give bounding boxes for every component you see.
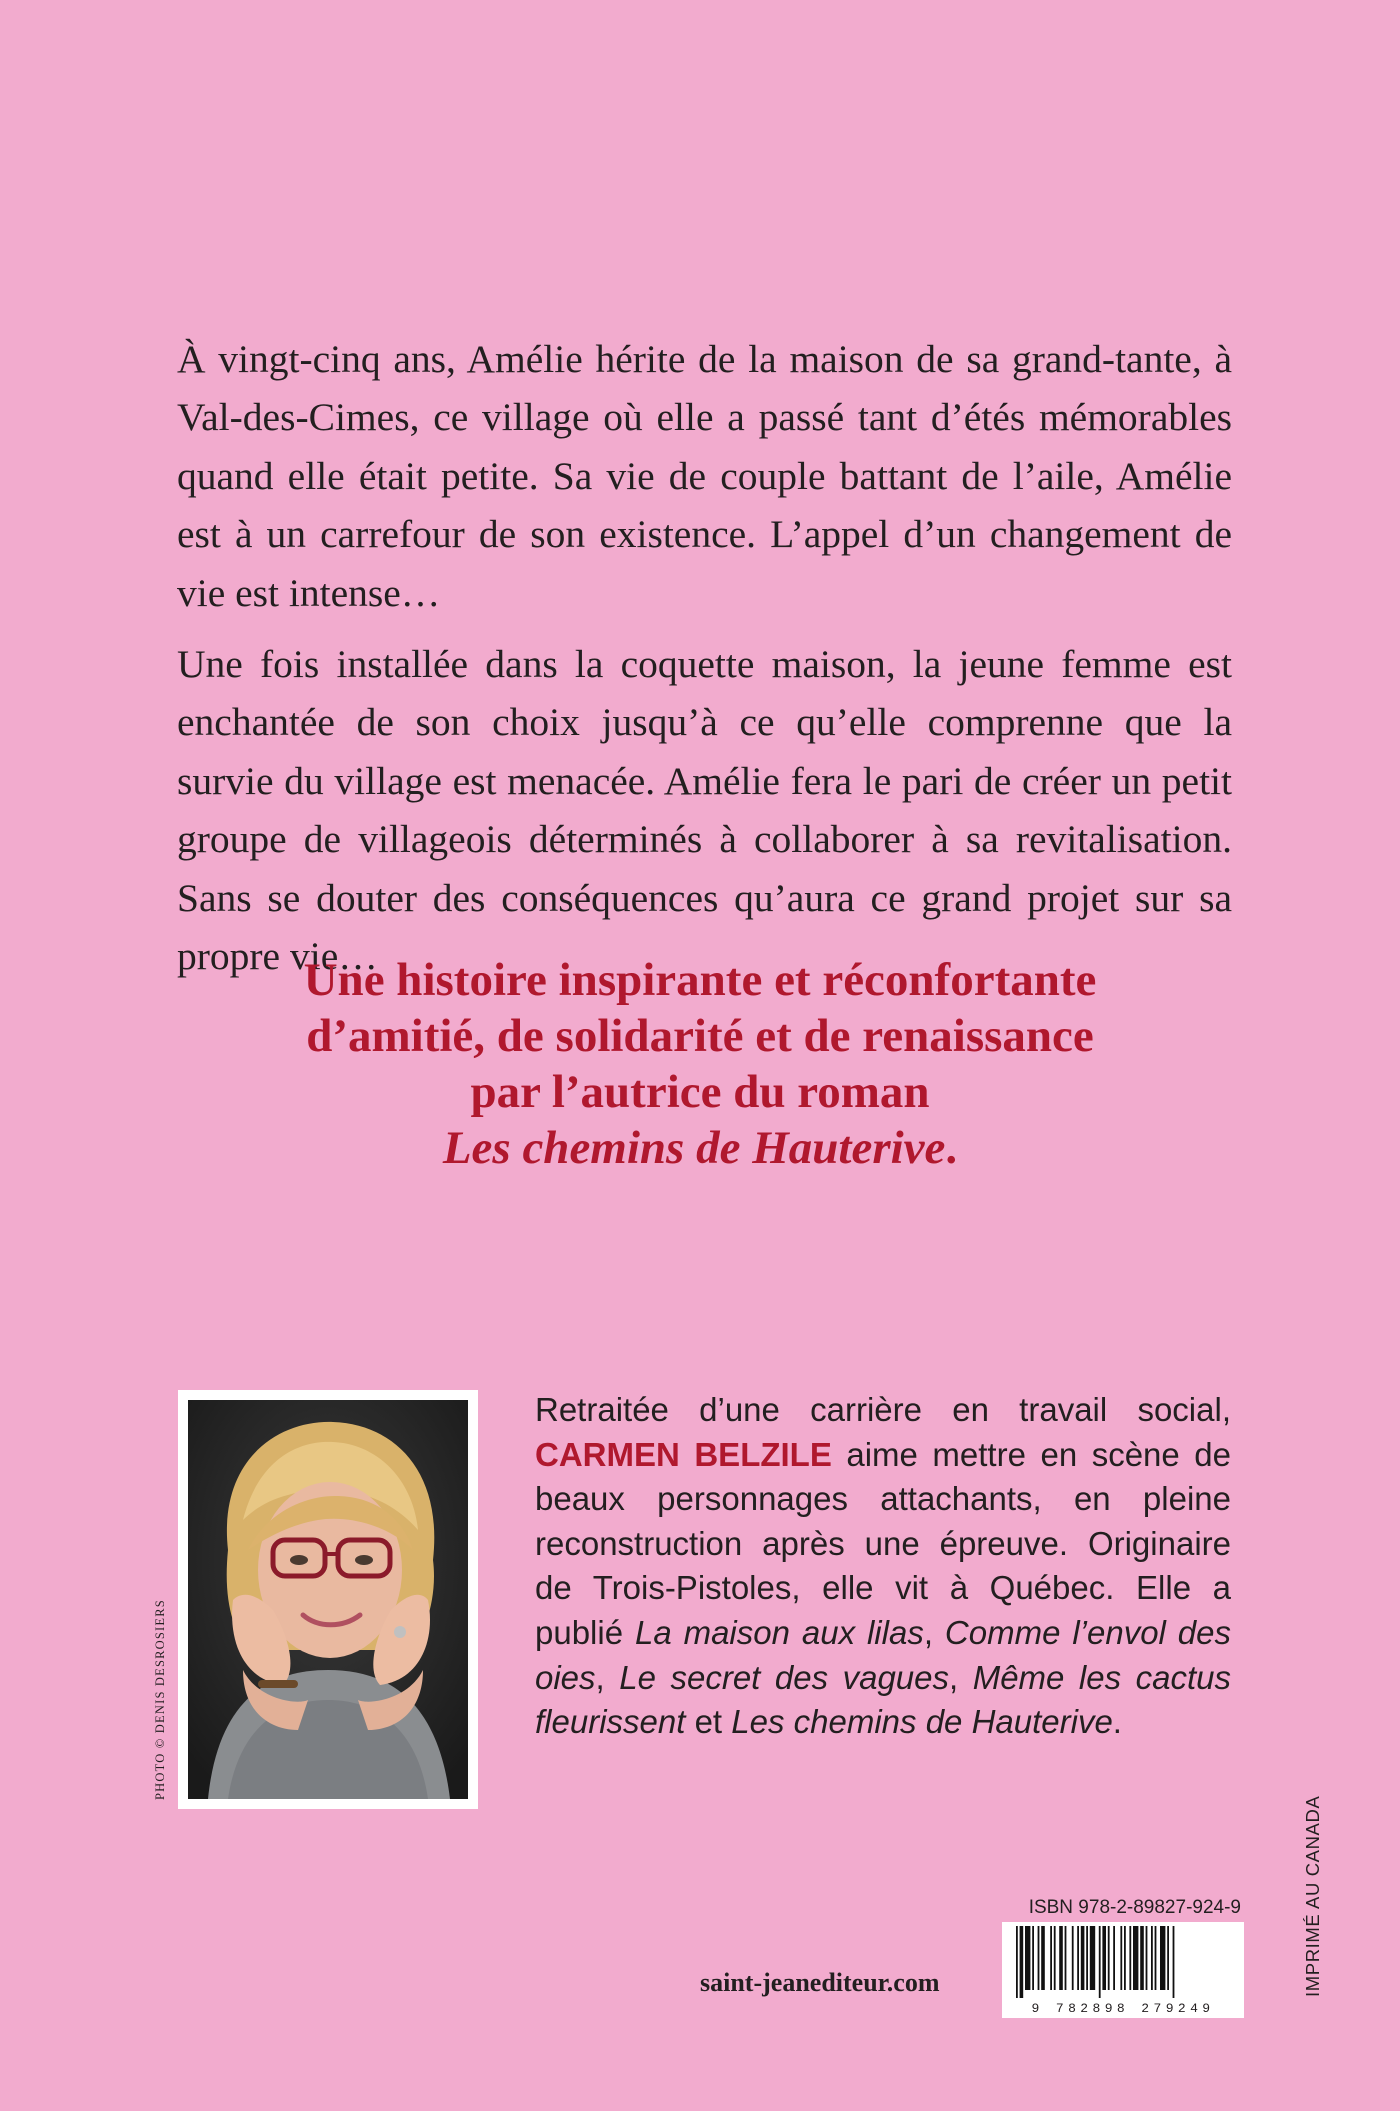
barcode-bar <box>1124 1926 1126 1990</box>
barcode <box>1002 1922 1244 2018</box>
bio-book-3: Le secret des vagues <box>619 1658 950 1696</box>
barcode-bar <box>1155 1926 1157 1990</box>
synopsis-paragraph-1: À vingt-cinq ans, Amélie hérite de la maison de sa grand-tante, à Val-des-Cimes, ce village où elle a passé tant d’étés mémorables quand elle était petite. Sa vie de couple battant de l’aile, Amélie est à un carrefour de son existence. L’appel d’un changement de vie est intense… <box>177 337 1232 615</box>
synopsis <box>177 330 1232 985</box>
barcode-bar <box>1081 1926 1085 1990</box>
barcode-bar <box>1113 1926 1115 1990</box>
bio-book-1: La maison aux lilas <box>634 1613 924 1651</box>
tagline <box>150 952 1250 1176</box>
barcode-bar <box>1025 1926 1030 1990</box>
bio-separator: , <box>595 1658 620 1696</box>
barcode-bar <box>1099 1926 1101 1998</box>
tagline-book-title: Les chemins de Hauterive <box>442 1122 946 1174</box>
bio-text: aime mettre en scène de beaux personnages attachants, en pleine reconstruction après une épreuve. Originaire de Trois-Pistoles, elle vit à Québec. Elle a publié <box>535 1435 1231 1651</box>
synopsis-paragraph-2: Une fois installée dans la coquette maison, la jeune femme est enchantée de son choix jusqu’à ce qu’elle comprenne que la survie du village est menacée. Amélie fera le pari de créer un petit groupe de villageois déterminés à collaborer à sa revitalisation. Sans se douter des conséquences qu’aura ce grand projet sur sa propre vie… <box>177 642 1232 979</box>
barcode-bar <box>1059 1926 1063 1990</box>
barcode-bar <box>1016 1926 1018 1998</box>
portrait-illustration <box>188 1400 468 1799</box>
barcode-bar <box>1086 1926 1088 1990</box>
barcode-bar <box>1038 1926 1040 1990</box>
barcode-bar <box>1054 1926 1056 1990</box>
barcode-bar <box>1120 1926 1122 1990</box>
tagline-line-1: Une histoire inspirante et réconfortante <box>303 954 1097 1006</box>
barcode-bar <box>1050 1926 1052 1990</box>
barcode-bar <box>1041 1926 1045 1990</box>
isbn-label: ISBN 978-2-89827-924-9 <box>1028 1897 1241 1918</box>
author-portrait-image <box>188 1400 468 1799</box>
barcode-bar <box>1102 1926 1106 1990</box>
barcode-bars <box>1002 1922 1244 2002</box>
tagline-line-3: par l’autrice du roman <box>470 1066 930 1118</box>
barcode-bar <box>1077 1926 1079 1990</box>
bio-separator: et <box>685 1703 732 1741</box>
tagline-line-4 <box>150 1120 1250 1176</box>
photo-credit: PHOTO © DENIS DESROSIERS <box>153 1599 167 1800</box>
barcode-bar <box>1020 1926 1024 1998</box>
bio-intro: Retraitée d’une carrière en travail social, <box>535 1391 1231 1428</box>
bio-book-5: Les chemins de Hauterive <box>731 1703 1113 1741</box>
bio-separator: , <box>949 1658 973 1696</box>
bio-book-4: Même les cactus fleurissent <box>535 1658 1232 1741</box>
barcode-bar <box>1167 1926 1169 1990</box>
bio-end: . <box>1112 1703 1122 1741</box>
author-photo <box>178 1390 478 1809</box>
barcode-digits: 9 782898 279249 <box>1031 2001 1215 2016</box>
barcode-bar <box>1108 1926 1110 1990</box>
barcode-bar <box>1090 1926 1095 1990</box>
barcode-bar <box>1065 1926 1067 1990</box>
bio-separator: , <box>923 1613 945 1651</box>
printed-in-label: IMPRIMÉ AU CANADA <box>1302 1795 1323 1997</box>
tagline-line-2: d’amitié, de solidarité et de renaissance <box>306 1010 1094 1062</box>
barcode-bar <box>1173 1926 1175 1998</box>
bio-book-2: Comme l’envol des oies <box>535 1613 1231 1696</box>
barcode-bar <box>1129 1926 1131 1990</box>
publisher-website: saint-jeanediteur.com <box>700 1968 940 1997</box>
tagline-end-punct: . <box>945 1122 958 1174</box>
barcode-bar <box>1160 1926 1165 1990</box>
barcode-bar <box>1032 1926 1034 1990</box>
author-name: CARMEN BELZILE <box>535 1435 832 1473</box>
barcode-bar <box>1133 1926 1138 1990</box>
barcode-bar <box>1151 1926 1153 1990</box>
author-bio <box>535 1388 1231 1745</box>
barcode-bar <box>1072 1926 1074 1990</box>
barcode-bar <box>1140 1926 1144 1990</box>
barcode-bar <box>1146 1926 1148 1990</box>
